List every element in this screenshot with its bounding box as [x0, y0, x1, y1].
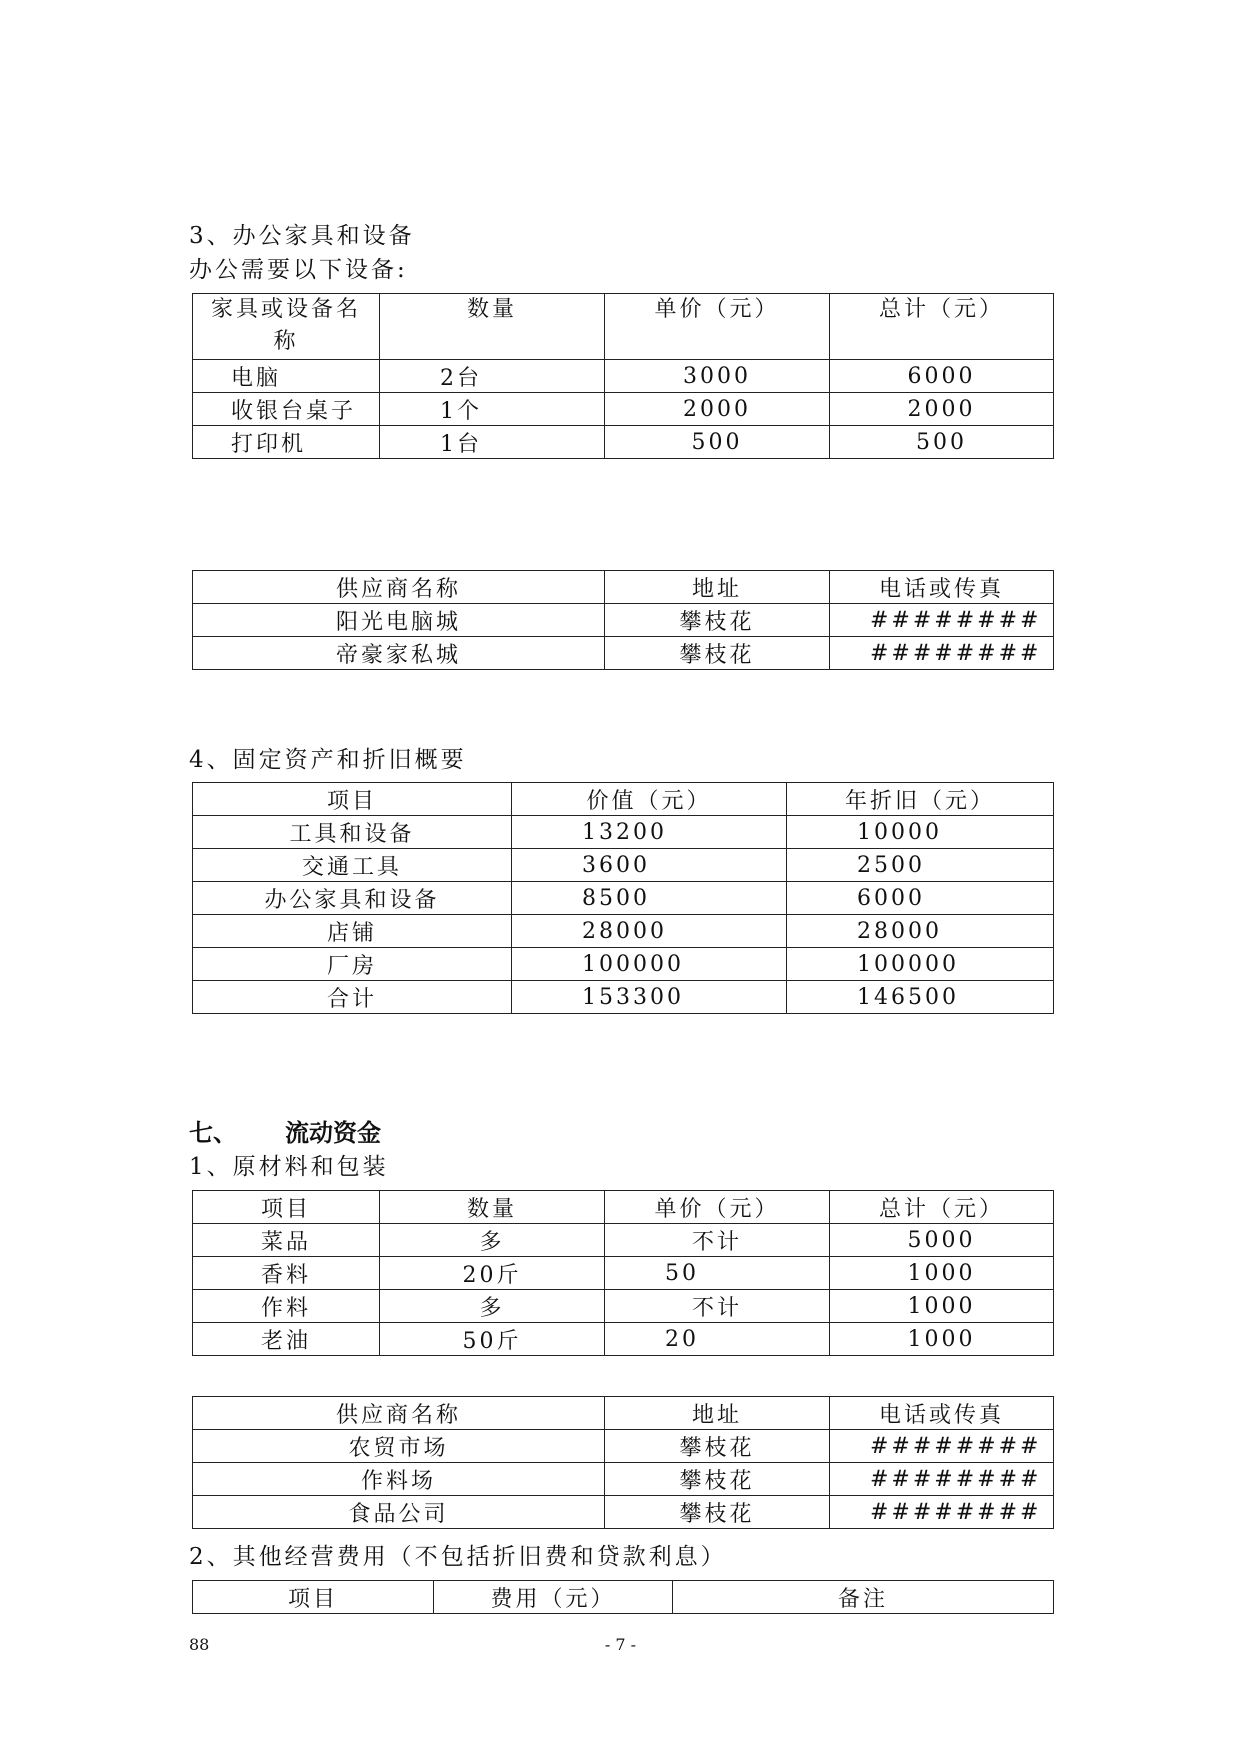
section-3-intro: 办公需要以下设备: [189, 257, 408, 283]
table-cell: ######## [830, 637, 1054, 670]
table-row [193, 1496, 1054, 1529]
other-expenses-table [192, 1580, 1054, 1614]
table-row [193, 1224, 1054, 1257]
table-header-row [193, 294, 1054, 360]
table-cell: 20斤 [380, 1257, 605, 1290]
section-7-title: 流动资金 [285, 1118, 381, 1147]
table-cell: 帝豪家私城 [193, 637, 605, 670]
equipment-supplier-table [192, 570, 1054, 670]
table-cell: 作料 [193, 1290, 380, 1323]
header-cell: 地址 [605, 1397, 830, 1430]
section-7-heading [189, 1113, 381, 1148]
header-cell: 项目 [193, 1191, 380, 1224]
table-cell: 153300 [512, 981, 787, 1014]
table-cell: 20 [605, 1323, 830, 1356]
table-cell: 146500 [787, 981, 1054, 1014]
table-cell: 攀枝花 [605, 1463, 830, 1496]
table-row [193, 849, 1054, 882]
equipment-table [192, 293, 1054, 459]
table-cell: 6000 [787, 882, 1054, 915]
table-cell: 8500 [512, 882, 787, 915]
table-cell: 厂房 [193, 948, 512, 981]
table-row-total [193, 981, 1054, 1014]
table-cell: 电脑 [193, 360, 380, 393]
header-cell: 费用（元） [434, 1581, 673, 1614]
table-row [193, 426, 1054, 459]
table-row [193, 948, 1054, 981]
table-row [193, 1323, 1054, 1356]
table-cell: 多 [380, 1290, 605, 1323]
table-cell: 攀枝花 [605, 1496, 830, 1529]
header-cell: 电话或传真 [830, 571, 1054, 604]
table-cell: 阳光电脑城 [193, 604, 605, 637]
header-cell: 单价（元） [605, 294, 830, 360]
table-header-row [193, 571, 1054, 604]
table-cell: 2000 [830, 393, 1054, 426]
table-cell: 6000 [830, 360, 1054, 393]
section-4-title: 4、固定资产和折旧概要 [189, 747, 467, 773]
header-cell: 数量 [380, 294, 605, 360]
header-cell: 地址 [605, 571, 830, 604]
header-cell: 项目 [193, 783, 512, 816]
table-row [193, 360, 1054, 393]
table-cell: 老油 [193, 1323, 380, 1356]
table-cell: 1个 [380, 393, 605, 426]
section-7-sub2-title: 2、其他经营费用（不包括折旧费和贷款利息） [189, 1544, 727, 1570]
table-row [193, 1430, 1054, 1463]
fixed-assets-table [192, 782, 1054, 1014]
table-row [193, 1463, 1054, 1496]
table-cell: ######## [830, 1463, 1054, 1496]
table-header-row [193, 783, 1054, 816]
table-cell: 工具和设备 [193, 816, 512, 849]
table-cell: 多 [380, 1224, 605, 1257]
header-cell: 年折旧（元） [787, 783, 1054, 816]
table-cell: 攀枝花 [605, 637, 830, 670]
table-cell: ######## [830, 1430, 1054, 1463]
table-cell: 香料 [193, 1257, 380, 1290]
table-header-row [193, 1191, 1054, 1224]
header-cell: 总计（元） [830, 294, 1054, 360]
table-row [193, 915, 1054, 948]
table-cell: 50斤 [380, 1323, 605, 1356]
table-row [193, 1257, 1054, 1290]
table-row [193, 1290, 1054, 1323]
table-cell: 50 [605, 1257, 830, 1290]
table-cell: 13200 [512, 816, 787, 849]
table-row [193, 637, 1054, 670]
table-cell: 500 [830, 426, 1054, 459]
page-number: - 7 - [604, 1635, 637, 1654]
table-cell: 100000 [512, 948, 787, 981]
header-cell: 价值（元） [512, 783, 787, 816]
table-cell: 28000 [787, 915, 1054, 948]
table-cell: 合计 [193, 981, 512, 1014]
table-cell: 收银台桌子 [193, 393, 380, 426]
header-cell: 电话或传真 [830, 1397, 1054, 1430]
table-cell: 办公家具和设备 [193, 882, 512, 915]
table-cell: 28000 [512, 915, 787, 948]
table-header-row [193, 1397, 1054, 1430]
table-header-row [193, 1581, 1054, 1614]
table-cell: 攀枝花 [605, 1430, 830, 1463]
table-cell: 1000 [830, 1257, 1054, 1290]
table-row [193, 816, 1054, 849]
table-cell: ######## [830, 604, 1054, 637]
section-7-sub1-title: 1、原材料和包装 [189, 1154, 389, 1180]
table-cell: 1000 [830, 1290, 1054, 1323]
table-cell: 1台 [380, 426, 605, 459]
materials-table [192, 1190, 1054, 1356]
table-cell: 不计 [605, 1290, 830, 1323]
table-row [193, 882, 1054, 915]
table-cell: 500 [605, 426, 830, 459]
header-cell: 供应商名称 [193, 1397, 605, 1430]
materials-supplier-table [192, 1396, 1054, 1529]
table-row [193, 604, 1054, 637]
header-cell: 备注 [673, 1581, 1054, 1614]
header-cell: 家具或设备名称 [193, 294, 380, 360]
header-cell: 项目 [193, 1581, 434, 1614]
table-cell: 2500 [787, 849, 1054, 882]
table-cell: ######## [830, 1496, 1054, 1529]
footer-left-text: 88 [189, 1635, 210, 1654]
table-cell: 作料场 [193, 1463, 605, 1496]
section-3-title: 3、办公家具和设备 [189, 223, 415, 249]
header-cell: 数量 [380, 1191, 605, 1224]
table-cell: 5000 [830, 1224, 1054, 1257]
table-cell: 交通工具 [193, 849, 512, 882]
table-cell: 1000 [830, 1323, 1054, 1356]
header-cell: 总计（元） [830, 1191, 1054, 1224]
table-cell: 菜品 [193, 1224, 380, 1257]
table-cell: 店铺 [193, 915, 512, 948]
table-cell: 100000 [787, 948, 1054, 981]
table-cell: 农贸市场 [193, 1430, 605, 1463]
table-cell: 2台 [380, 360, 605, 393]
table-row [193, 393, 1054, 426]
header-cell: 供应商名称 [193, 571, 605, 604]
table-cell: 攀枝花 [605, 604, 830, 637]
table-cell: 3600 [512, 849, 787, 882]
section-7-number: 七、 [189, 1118, 237, 1147]
table-cell: 打印机 [193, 426, 380, 459]
table-cell: 3000 [605, 360, 830, 393]
table-cell: 10000 [787, 816, 1054, 849]
table-cell: 2000 [605, 393, 830, 426]
table-cell: 不计 [605, 1224, 830, 1257]
table-cell: 食品公司 [193, 1496, 605, 1529]
header-cell: 单价（元） [605, 1191, 830, 1224]
